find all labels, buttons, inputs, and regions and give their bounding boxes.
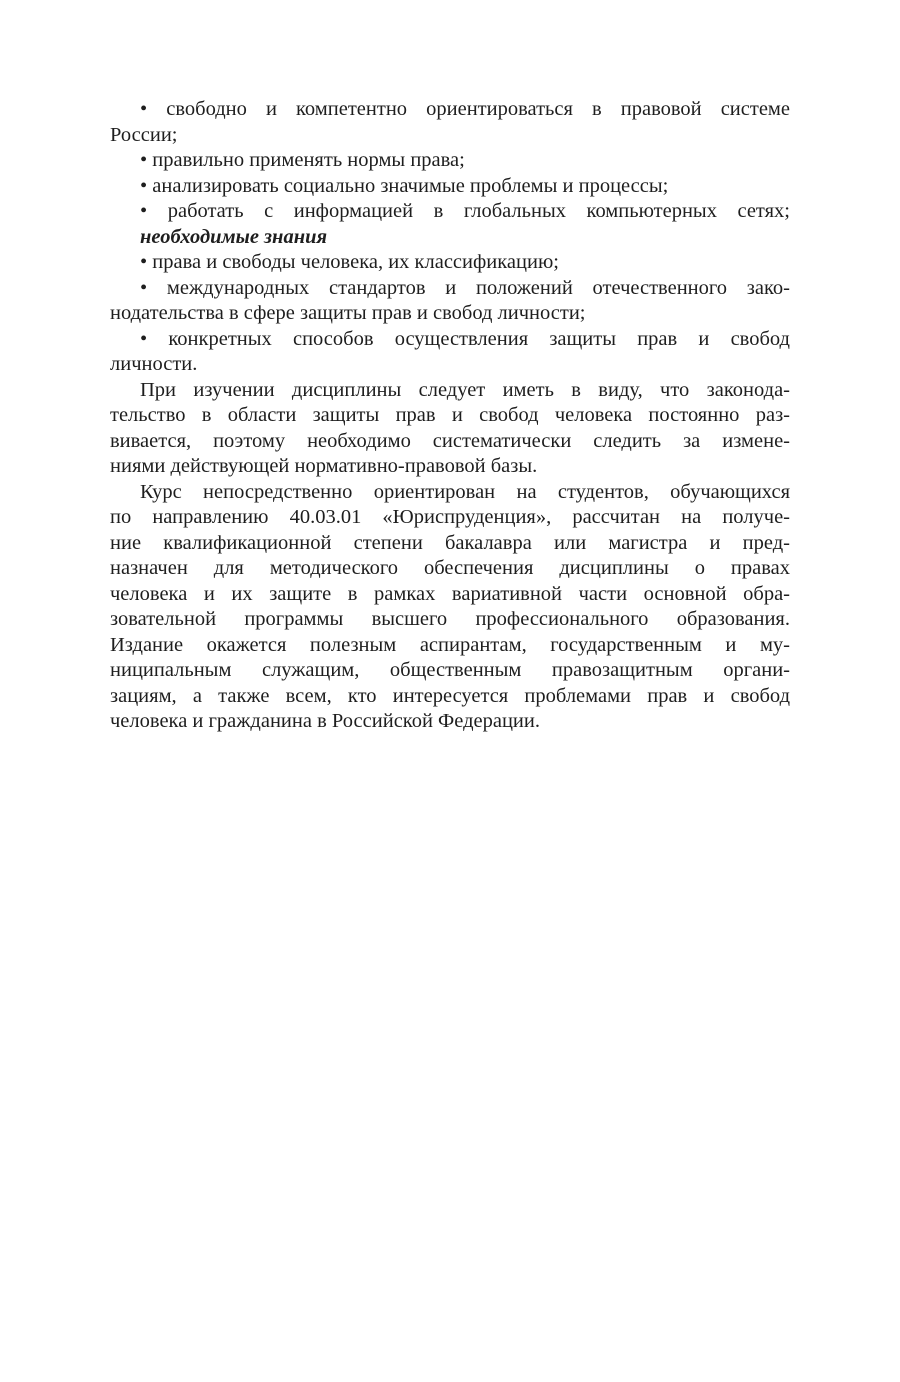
paragraph-line: При изучении дисциплины следует иметь в виду, что законода- xyxy=(140,378,790,401)
paragraph-line: Издание окажется полезным аспирантам, государственным и му- xyxy=(110,633,790,656)
text-block xyxy=(110,97,790,735)
paragraph-line: Курс непосредственно ориентирован на студентов, обучающихся xyxy=(140,480,790,503)
bullet-line: • правильно применять нормы права; xyxy=(140,149,465,171)
text-line: личности. xyxy=(110,353,198,375)
paragraph-line: назначен для методического обеспечения дисциплины о правах xyxy=(110,557,790,579)
paragraph-line: ниями действующей нормативно-правовой базы. xyxy=(110,455,538,477)
bullet-line: • анализировать социально значимые проблемы и процессы; xyxy=(140,174,669,197)
knowledge-heading: необходимые знания xyxy=(140,225,328,248)
bullet-line: • права и свободы человека, их классификацию; xyxy=(140,251,559,273)
bullet-line: • конкретных способов осуществления защиты прав и свобод xyxy=(140,327,790,350)
paragraph-line: зовательной программы высшего профессионального образования. xyxy=(110,608,790,630)
text-line: России; xyxy=(110,123,178,146)
paragraph-line: человека и гражданина в Российской Федерации. xyxy=(110,710,540,732)
paragraph-line: зациям, а также всем, кто интересуется проблемами прав и свобод xyxy=(110,684,790,707)
bullet-line: • международных стандартов и положений отечественного зако- xyxy=(140,276,790,299)
paragraph-line: вивается, поэтому необходимо систематически следить за измене- xyxy=(110,429,790,452)
paragraph-line: ниципальным служащим, общественным правозащитным органи- xyxy=(110,659,790,681)
paragraph-line: по направлению 40.03.01 «Юриспруденция», рассчитан на получе- xyxy=(110,506,790,528)
paragraph-line: тельство в области защиты прав и свобод человека постоянно раз- xyxy=(110,404,790,426)
bullet-line: • свободно и компетентно ориентироваться в правовой системе xyxy=(140,98,790,120)
text-line: нодательства в сфере защиты прав и свобод личности; xyxy=(110,302,586,324)
paragraph-line: человека и их защите в рамках вариативной части основной обра- xyxy=(110,582,790,605)
paragraph-line: ние квалификационной степени бакалавра или магистра и пред- xyxy=(110,531,790,554)
bullet-line: • работать с информацией в глобальных компьютерных сетях; xyxy=(140,200,790,222)
